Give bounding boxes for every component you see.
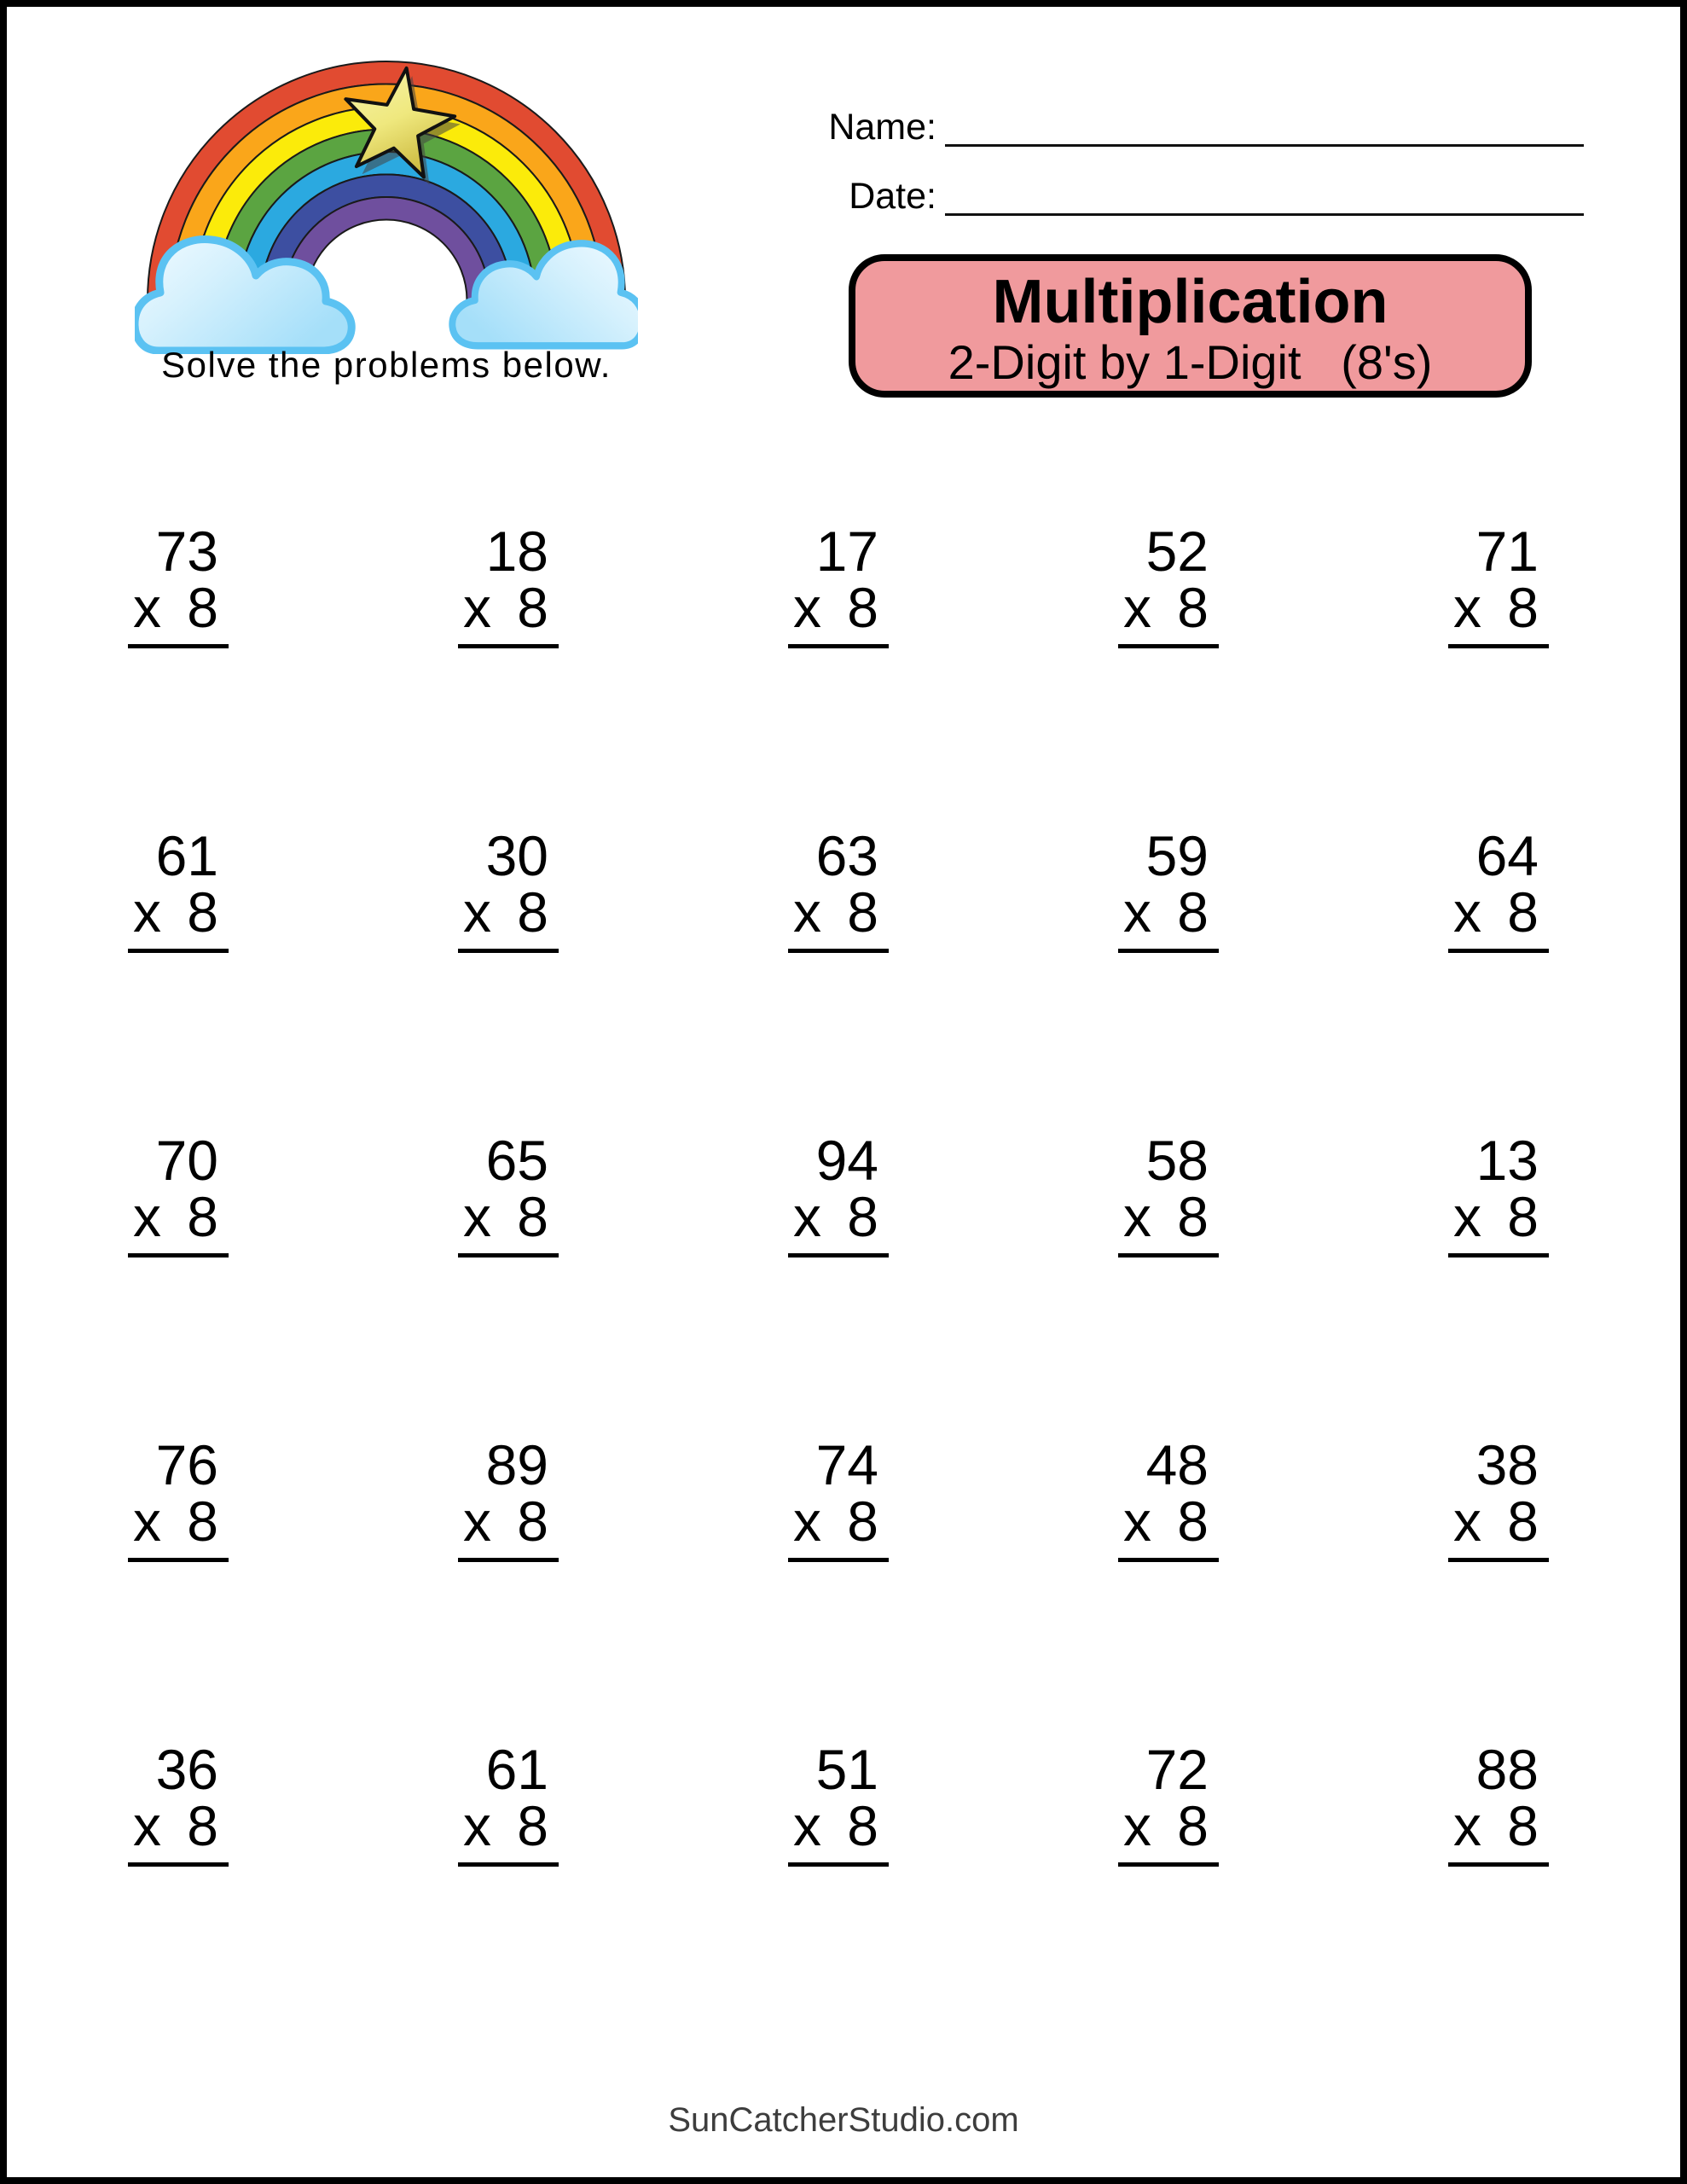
problem-6 [128, 824, 229, 953]
rainbow-illustration [135, 55, 638, 354]
multiplier: 8 [847, 1185, 878, 1248]
problem-2 [458, 520, 559, 648]
multiply-operator: x [463, 880, 491, 944]
multiplicand: 65 [485, 1129, 548, 1192]
multiply-row [1118, 1794, 1219, 1857]
problem-17 [458, 1433, 559, 1562]
multiplier: 8 [847, 1794, 878, 1857]
multiplier: 8 [1507, 880, 1539, 944]
multiplicand: 59 [1145, 824, 1209, 887]
multiplicand: 70 [155, 1129, 218, 1192]
problem-21 [128, 1738, 229, 1867]
multiply-operator: x [133, 1185, 161, 1248]
multiply-row [1118, 1185, 1219, 1248]
problem-9 [1118, 824, 1219, 953]
problem-8 [788, 824, 889, 953]
problem-5 [1448, 520, 1549, 648]
multiply-row [458, 1794, 559, 1857]
multiply-operator: x [463, 576, 491, 639]
multiply-row [1448, 576, 1549, 639]
problem-19 [1118, 1433, 1219, 1562]
multiply-row [1448, 1490, 1549, 1553]
multiply-operator: x [1123, 1490, 1151, 1553]
multiply-row [788, 1794, 889, 1857]
multiplier: 8 [517, 880, 548, 944]
multiply-row [128, 576, 229, 639]
multiplicand: 36 [155, 1738, 218, 1801]
multiply-operator: x [133, 1794, 161, 1857]
multiply-row [128, 1794, 229, 1857]
problem-3 [788, 520, 889, 648]
multiply-operator: x [463, 1185, 491, 1248]
multiply-operator: x [463, 1794, 491, 1857]
multiplier: 8 [1507, 1794, 1539, 1857]
multiply-row [788, 880, 889, 944]
multiplicand: 13 [1475, 1129, 1539, 1192]
multiply-row [788, 1185, 889, 1248]
multiply-row [1118, 1490, 1219, 1553]
multiply-row [1448, 880, 1549, 944]
worksheet-subtitle: 2-Digit by 1-Digit (8's) [948, 335, 1433, 389]
multiply-operator: x [1453, 1185, 1481, 1248]
multiplicand: 51 [815, 1738, 878, 1801]
multiplicand: 61 [155, 824, 218, 887]
multiply-operator: x [793, 880, 821, 944]
multiply-operator: x [133, 1490, 161, 1553]
instruction-text: Solve the problems below. [161, 345, 612, 385]
multiply-operator: x [1123, 1794, 1151, 1857]
multiply-row [458, 1185, 559, 1248]
multiplicand: 30 [485, 824, 548, 887]
name-blank-line [945, 108, 1584, 147]
multiply-operator: x [1453, 1490, 1481, 1553]
multiply-operator: x [463, 1490, 491, 1553]
multiply-operator: x [793, 576, 821, 639]
multiplier: 8 [847, 576, 878, 639]
multiplicand: 72 [1145, 1738, 1209, 1801]
problem-22 [458, 1738, 559, 1867]
multiplier: 8 [187, 1490, 218, 1553]
multiplicand: 94 [815, 1129, 878, 1192]
multiplier: 8 [517, 1794, 548, 1857]
multiplier: 8 [847, 1490, 878, 1553]
problem-7 [458, 824, 559, 953]
multiplicand: 74 [815, 1433, 878, 1496]
multiply-operator: x [1453, 1794, 1481, 1857]
problem-16 [128, 1433, 229, 1562]
multiply-operator: x [133, 880, 161, 944]
title-box [849, 254, 1532, 398]
multiply-row [128, 880, 229, 944]
multiply-operator: x [793, 1185, 821, 1248]
name-field-row [800, 107, 1584, 147]
multiply-operator: x [133, 576, 161, 639]
multiplicand: 38 [1475, 1433, 1539, 1496]
multiplicand: 76 [155, 1433, 218, 1496]
multiplier: 8 [847, 880, 878, 944]
problem-25 [1448, 1738, 1549, 1867]
multiplier: 8 [517, 1490, 548, 1553]
date-field-row [800, 177, 1584, 216]
multiplier: 8 [517, 576, 548, 639]
multiplier: 8 [1507, 1490, 1539, 1553]
multiplier: 8 [1507, 576, 1539, 639]
multiplicand: 73 [155, 520, 218, 583]
multiplier: 8 [187, 880, 218, 944]
multiply-operator: x [1123, 576, 1151, 639]
multiply-row [788, 1490, 889, 1553]
multiplier: 8 [1507, 1185, 1539, 1248]
multiplicand: 89 [485, 1433, 548, 1496]
multiplicand: 52 [1145, 520, 1209, 583]
multiplier: 8 [1177, 1185, 1209, 1248]
multiplicand: 64 [1475, 824, 1539, 887]
multiplier: 8 [187, 1185, 218, 1248]
problem-20 [1448, 1433, 1549, 1562]
multiplicand: 48 [1145, 1433, 1209, 1496]
problem-4 [1118, 520, 1219, 648]
worksheet-title: Multiplication [992, 268, 1388, 336]
multiply-row [458, 880, 559, 944]
name-label: Name: [828, 107, 936, 148]
rainbow-icon [135, 55, 638, 354]
multiplier: 8 [1177, 880, 1209, 944]
multiply-operator: x [1123, 1185, 1151, 1248]
multiplier: 8 [517, 1185, 548, 1248]
problem-11 [128, 1129, 229, 1258]
problem-10 [1448, 824, 1549, 953]
multiply-row [458, 576, 559, 639]
multiply-operator: x [1453, 880, 1481, 944]
multiply-row [1448, 1185, 1549, 1248]
multiply-row [128, 1185, 229, 1248]
multiply-operator: x [793, 1490, 821, 1553]
problem-23 [788, 1738, 889, 1867]
problems-grid [128, 520, 1549, 1867]
multiply-row [458, 1490, 559, 1553]
multiply-row [1118, 576, 1219, 639]
multiplicand: 58 [1145, 1129, 1209, 1192]
multiplier: 8 [187, 576, 218, 639]
multiplicand: 71 [1475, 520, 1539, 583]
multiplicand: 18 [485, 520, 548, 583]
problem-24 [1118, 1738, 1219, 1867]
multiply-operator: x [1453, 576, 1481, 639]
multiply-row [1448, 1794, 1549, 1857]
multiplier: 8 [187, 1794, 218, 1857]
multiply-row [788, 576, 889, 639]
problem-13 [788, 1129, 889, 1258]
problem-18 [788, 1433, 889, 1562]
date-label: Date: [849, 176, 936, 217]
multiplicand: 61 [485, 1738, 548, 1801]
problem-1 [128, 520, 229, 648]
multiply-operator: x [1123, 880, 1151, 944]
multiplier: 8 [1177, 1794, 1209, 1857]
multiply-row [1118, 880, 1219, 944]
multiplier: 8 [1177, 1490, 1209, 1553]
problem-14 [1118, 1129, 1219, 1258]
multiply-operator: x [793, 1794, 821, 1857]
multiply-row [128, 1490, 229, 1553]
multiplicand: 88 [1475, 1738, 1539, 1801]
problem-15 [1448, 1129, 1549, 1258]
multiplicand: 17 [815, 520, 878, 583]
multiplicand: 63 [815, 824, 878, 887]
date-blank-line [945, 177, 1584, 216]
multiplier: 8 [1177, 576, 1209, 639]
problem-12 [458, 1129, 559, 1258]
footer-site-text: SunCatcherStudio.com [668, 2101, 1019, 2139]
